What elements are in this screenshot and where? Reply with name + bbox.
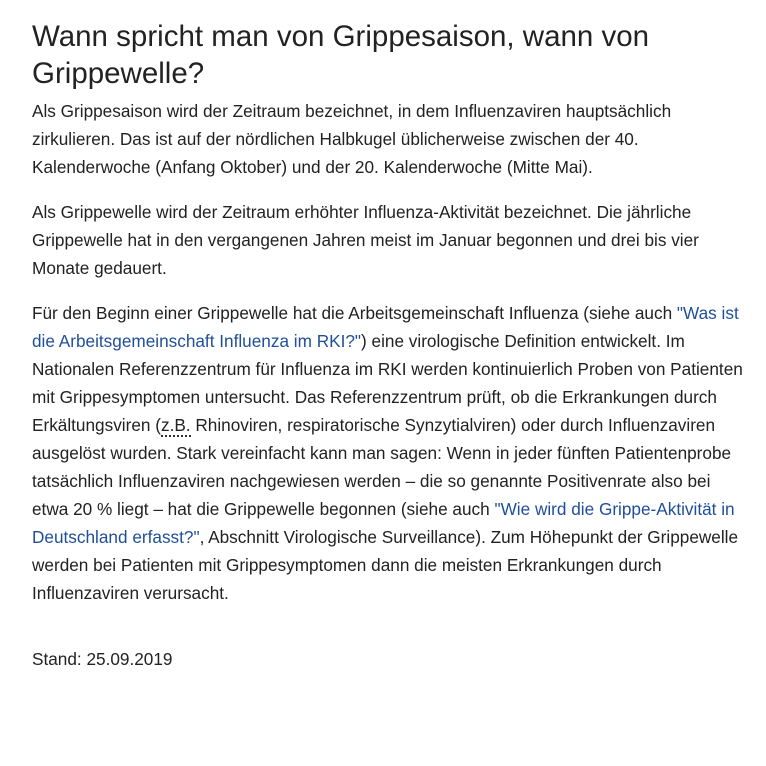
paragraph-grippesaison: Als Grippesaison wird der Zeitraum bezeichnet, in dem Influenzaviren hauptsächlich zirkulieren. Das ist auf der nördlichen Halbkugel üblicherweise zwischen der 40. Kalenderwoche (Anfang Oktober) und der 20. Kalenderwoche (Mitte Mai). xyxy=(32,101,672,177)
paragraph-text-1: Für den Beginn einer Grippewelle hat die Arbeitsgemeinschaft Influenza (siehe auch xyxy=(32,303,677,323)
paragraph-text-3: Rhinoviren, respiratorische Synzytialviren) oder durch Influenzaviren ausgelöst wurden. Stark vereinfacht kann man sagen: Wenn in jeder fünften Patientenprobe tatsächlich Influenzaviren nachgewiesen werden – die so genannte Positivenrate also bei etwa 20 % liegt – hat die Grippewelle begonnen (siehe auch xyxy=(32,415,732,519)
article-content xyxy=(32,18,744,690)
paragraph-text-4: , Abschnitt Virologische Surveillance). Zum Höhepunkt der Grippewelle werden bei Patienten mit Grippesymptomen dann die meisten Erkrankungen durch Influenzaviren verursacht. xyxy=(32,527,739,603)
paragraph-definition xyxy=(32,299,744,607)
stand-date: Stand: 25.09.2019 xyxy=(32,649,173,669)
paragraph-grippewelle: Als Grippewelle wird der Zeitraum erhöhter Influenza-Aktivität bezeichnet. Die jährliche Grippewelle hat in den vergangenen Jahren meist im Januar begonnen und drei bis vier Monate gedauert. xyxy=(32,202,699,278)
link-grippe-aktivitaet[interactable]: "Wie wird die Grippe-Aktivität in Deutschland erfasst?" xyxy=(32,499,735,547)
link-arbeitsgemeinschaft-influenza[interactable]: "Was ist die Arbeitsgemeinschaft Influenza im RKI?" xyxy=(32,303,739,351)
page-title: Wann spricht man von Grippesaison, wann von Grippewelle? xyxy=(32,20,650,90)
paragraph-text-2: ) eine virologische Definition entwickelt. Im Nationalen Referenzzentrum für Influenza im RKI werden kontinuierlich Proben von Patienten mit Grippesymptomen untersucht. Das Referenzzentrum prüft, ob die Erkrankungen durch Erkältungsviren ( xyxy=(32,331,743,435)
abbreviation-zb[interactable]: z.B. xyxy=(160,415,191,435)
